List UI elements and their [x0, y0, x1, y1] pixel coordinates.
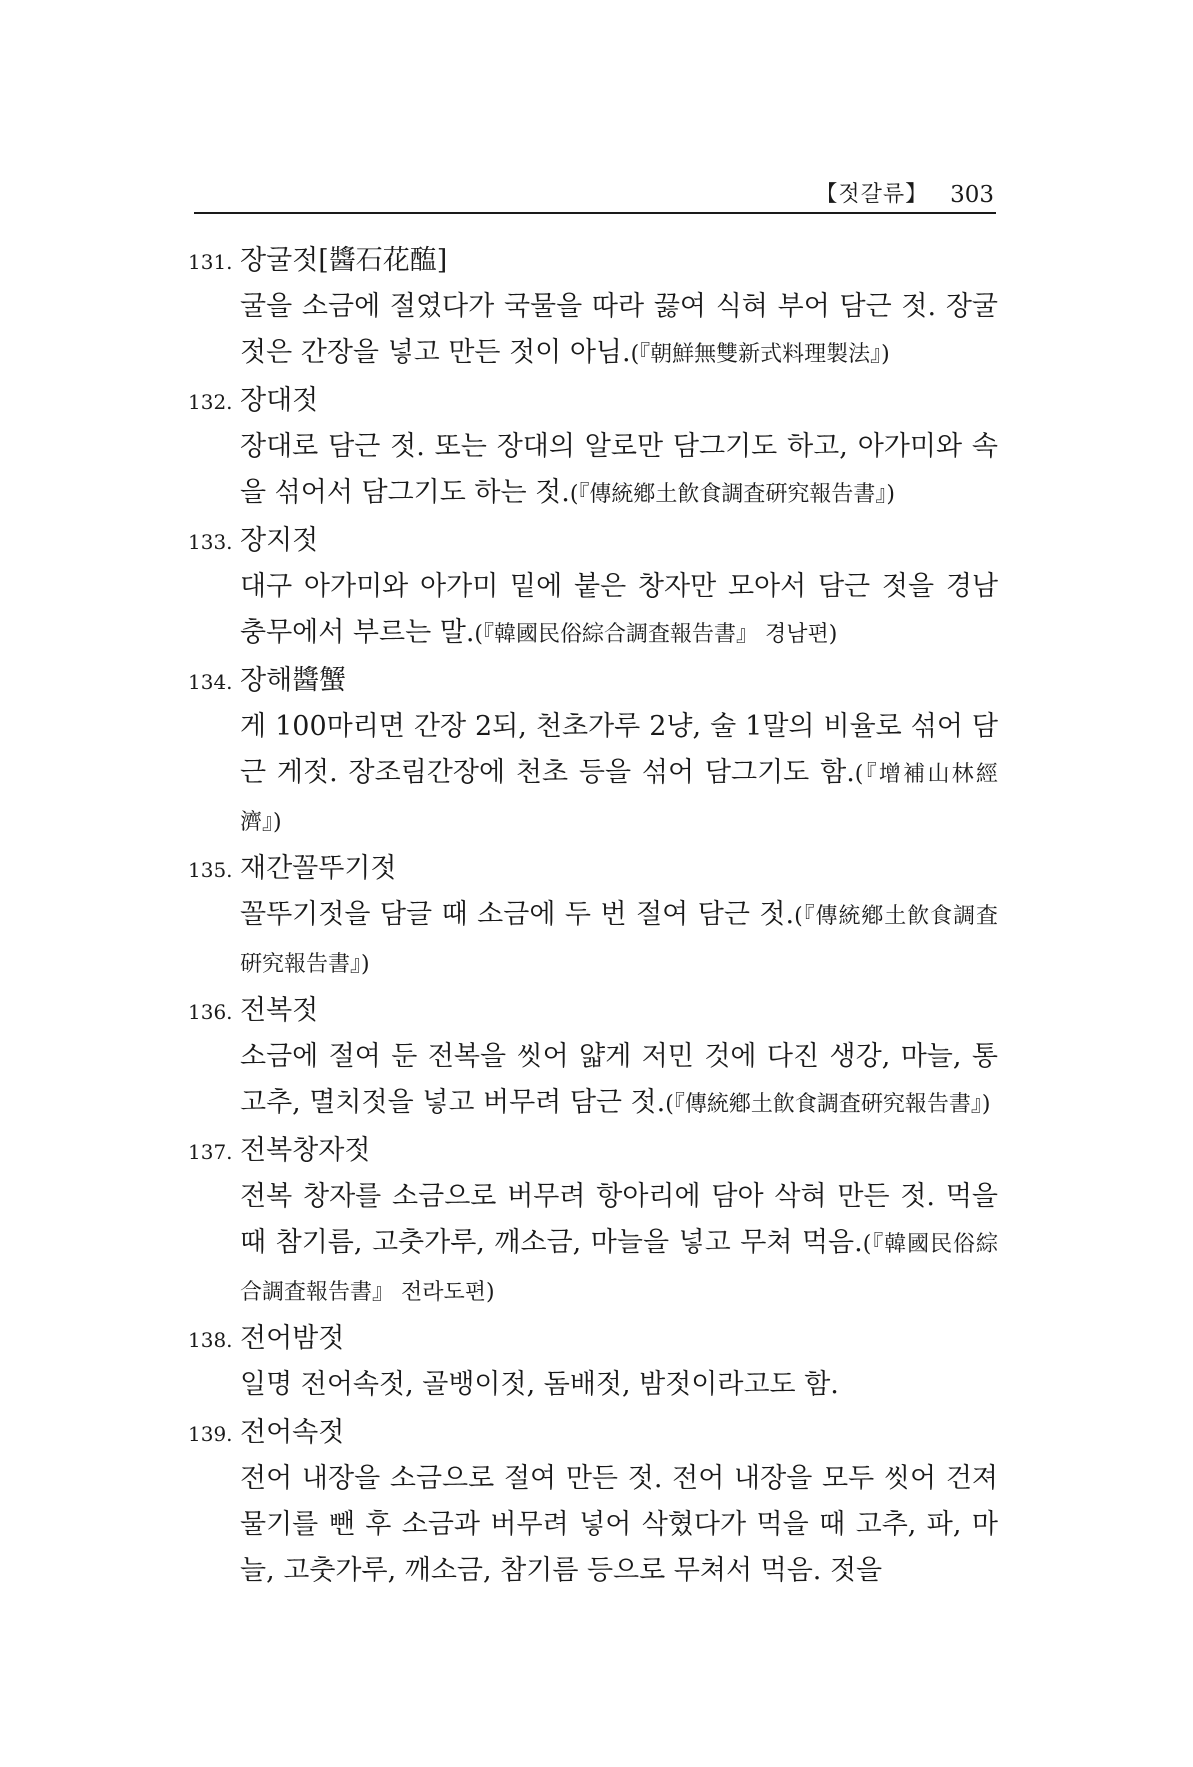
entry-text: 전복 창자를 소금으로 버무려 항아리에 담아 삭혀 만든 젓. 먹을 때 참기름, 고춧가루, 깨소금, 마늘을 넣고 무쳐 먹음.	[240, 1181, 998, 1258]
entry-131	[188, 238, 998, 378]
entry-heading	[188, 1128, 998, 1174]
entry-139	[188, 1410, 998, 1596]
entry-number: 139.	[188, 1422, 233, 1446]
entry-definition	[240, 284, 998, 378]
entry-133	[188, 518, 998, 658]
entry-text: 장대로 담근 젓. 또는 장대의 알로만 담그기도 하고, 아가미와 속을 섞어서 담그기도 하는 젓.	[240, 431, 998, 508]
entry-definition	[240, 564, 998, 658]
entry-title: 전어속젓	[240, 1417, 345, 1448]
entry-heading	[188, 1410, 998, 1456]
entry-title: 전복젓	[240, 995, 319, 1026]
entry-text: 소금에 절여 둔 전복을 씻어 얇게 저민 것에 다진 생강, 마늘, 통고추, 멸치젓을 넣고 버무려 담근 젓.	[240, 1041, 998, 1118]
header-rule	[194, 212, 996, 214]
entry-heading	[188, 1316, 998, 1362]
section-label: 【젓갈류】	[815, 182, 929, 207]
entry-title: 장해醬蟹	[240, 665, 347, 696]
entry-heading	[188, 378, 998, 424]
entry-title: 장굴젓[醬石花醢]	[240, 245, 448, 276]
entry-definition	[240, 424, 998, 518]
entry-source: (『增補山林經濟』)	[240, 762, 998, 835]
entry-source: (『韓國民俗綜合調査報告書』 전라도편)	[240, 1232, 998, 1305]
entry-heading	[188, 658, 998, 704]
entry-number: 133.	[188, 530, 233, 554]
entry-heading	[188, 238, 998, 284]
entry-number: 134.	[188, 670, 233, 694]
entry-number: 132.	[188, 390, 233, 414]
entry-title: 장지젓	[240, 525, 319, 556]
entry-title: 전복창자젓	[240, 1135, 371, 1166]
entry-definition	[240, 892, 998, 988]
entry-number: 138.	[188, 1328, 233, 1352]
entry-heading	[188, 988, 998, 1034]
entry-136	[188, 988, 998, 1128]
entry-title: 전어밤젓	[240, 1323, 345, 1354]
entry-132	[188, 378, 998, 518]
entry-definition	[240, 704, 998, 846]
entry-title: 재간꼴뚜기젓	[240, 853, 397, 884]
entry-source: (『傳統鄕土飮食調査硏究報告書』)	[240, 904, 998, 977]
entry-source: (『韓國民俗綜合調査報告書』 경남편)	[474, 622, 838, 647]
entry-definition	[240, 1034, 998, 1128]
entry-list	[188, 238, 998, 1596]
entry-definition	[240, 1456, 998, 1596]
entry-number: 135.	[188, 858, 233, 882]
entry-text: 일명 전어속젓, 골뱅이젓, 돔배젓, 밤젓이라고도 함.	[240, 1369, 839, 1400]
entry-135	[188, 846, 998, 988]
entry-137	[188, 1128, 998, 1316]
entry-source: (『朝鮮無雙新式料理製法』)	[630, 342, 890, 367]
entry-number: 137.	[188, 1140, 233, 1164]
entry-heading	[188, 518, 998, 564]
entry-text: 굴을 소금에 절였다가 국물을 따라 끓여 식혀 부어 담근 젓. 장굴젓은 간장을 넣고 만든 젓이 아님.	[240, 291, 998, 368]
entry-134	[188, 658, 998, 846]
entry-number: 131.	[188, 250, 233, 274]
entry-text: 게 100마리면 간장 2되, 천초가루 2냥, 술 1말의 비율로 섞어 담근 게젓. 장조림간장에 천초 등을 섞어 담그기도 함.	[240, 711, 998, 788]
entry-source: (『傳統鄕土飮食調査硏究報告書』)	[569, 482, 895, 507]
page-number: 303	[950, 182, 994, 208]
entry-text: 대구 아가미와 아가미 밑에 붙은 창자만 모아서 담근 젓을 경남 충무에서 부르는 말.	[240, 571, 998, 648]
entry-definition	[240, 1362, 998, 1410]
running-header	[194, 168, 994, 208]
entry-text: 전어 내장을 소금으로 절여 만든 젓. 전어 내장을 모두 씻어 건져 물기를 뺀 후 소금과 버무려 넣어 삭혔다가 먹을 때 고추, 파, 마늘, 고춧가루, 깨소금, 참기름 등으로 무쳐서 먹음. 젓을	[240, 1463, 998, 1586]
entry-title: 장대젓	[240, 385, 319, 416]
entry-source: (『傳統鄕土飮食調査硏究報告書』)	[665, 1092, 991, 1117]
entry-text: 꼴뚜기젓을 담글 때 소금에 두 번 절여 담근 젓.	[240, 899, 795, 930]
entry-definition	[240, 1174, 998, 1316]
entry-heading	[188, 846, 998, 892]
entry-number: 136.	[188, 1000, 233, 1024]
entry-138	[188, 1316, 998, 1410]
